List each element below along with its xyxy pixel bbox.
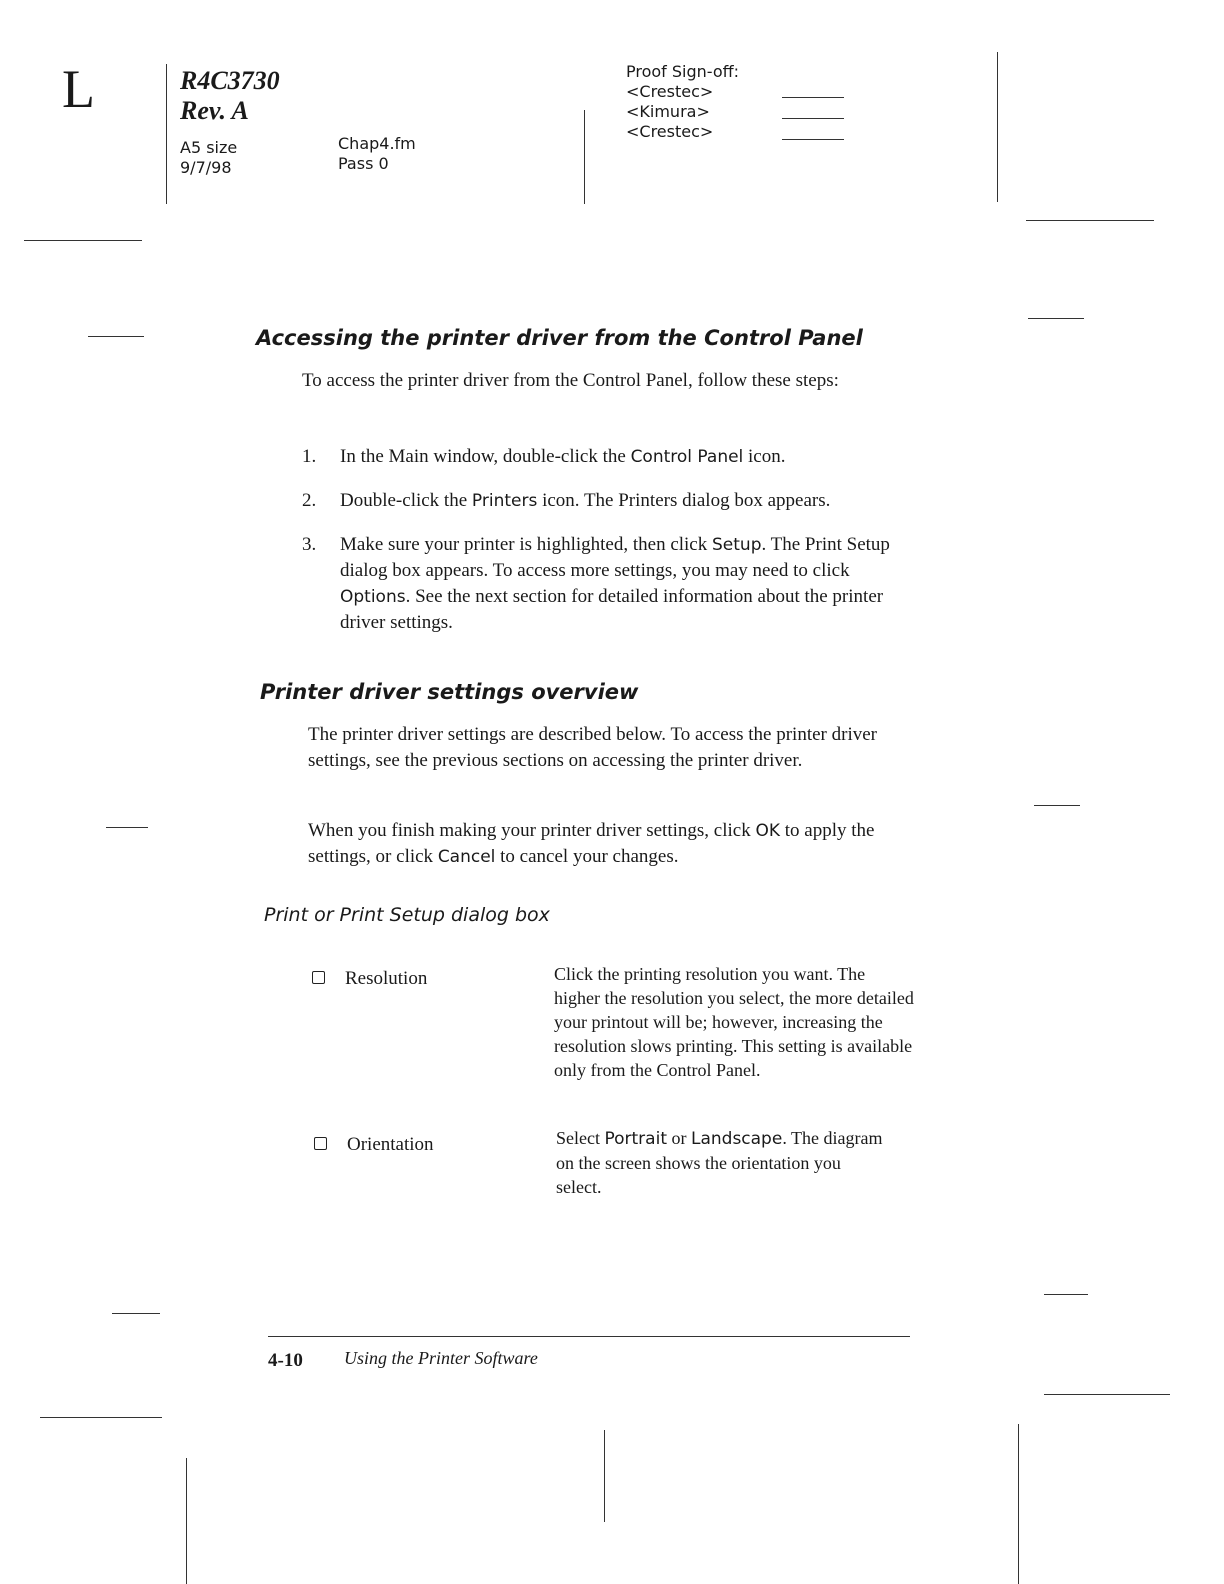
checkbox-bullet-icon [312,971,325,984]
overview-para-2 [308,818,902,870]
desc-text: or [666,1128,691,1148]
step-number: 2. [302,490,317,511]
desc-text: . The diagram on the screen shows the orientation you select. [556,1128,883,1197]
file-name: Chap4.fm [338,134,416,153]
chapter-title: Using the Printer Software [344,1348,538,1368]
trim-mark [88,336,144,337]
desc-text: Select [556,1128,605,1148]
ok-label: OK [755,821,780,841]
step-2 [302,488,902,514]
signoff-1: <Crestec> [626,82,714,101]
steps-list [302,444,902,654]
setting-term: Orientation [347,1134,434,1155]
page-number: 4-10 [268,1350,303,1371]
control-panel-label: Control Panel [630,447,744,467]
landscape-label: Landscape [690,1129,783,1149]
portrait-label: Portrait [604,1129,667,1149]
trim-mark [186,1458,187,1584]
dialog-subheading: Print or Print Setup dialog box [264,904,550,926]
setting-resolution-desc: Click the printing resolution you want. The higher the resolution you select, the more detailed your printout will be; however, increasing the resolution slows printing. This setting is available only from the Control Panel. [554,964,914,1080]
proof-signoff [626,62,739,142]
trim-mark [112,1313,160,1314]
trim-mark [1026,220,1154,221]
step-3 [302,532,902,636]
step-text: Make sure your printer is highlighted, then click [340,534,712,555]
trim-mark [40,1417,162,1418]
proof-divider [584,110,585,204]
proof-label: Proof Sign-off: [626,62,740,81]
signoff-line-2 [782,118,844,119]
cancel-label: Cancel [437,847,496,867]
trim-mark [1028,318,1084,319]
paper-size: A5 size [180,138,238,157]
step-1 [302,444,902,470]
step-text: . See the next section for detailed information about the printer driver settings. [340,586,884,633]
footer-rule [268,1336,910,1337]
trim-mark [1018,1424,1019,1584]
para-text: When you finish making your printer driver settings, click [308,820,756,841]
overview-para-1: The printer driver settings are described below. To access the printer driver settings, see the previous sections on accessing the printer driver. [308,724,877,771]
trim-mark [1044,1294,1088,1295]
para-text: to apply the settings, or click [308,820,875,867]
para-text: to cancel your changes. [495,846,679,867]
trim-mark [1034,805,1080,806]
setting-resolution [312,968,427,990]
setting-orientation [314,1134,434,1156]
trim-mark [24,240,142,241]
step-text: In the Main window, double-click the [340,446,631,467]
step-text: . The Print Setup dialog box appears. To access more settings, you may need to click [340,534,890,581]
checkbox-bullet-icon [314,1137,327,1150]
right-margin-rule [997,52,998,202]
step-number: 1. [302,446,317,467]
product-code [180,66,280,126]
trim-mark [604,1430,605,1522]
side-marker: L [62,59,95,119]
step-text: icon. The Printers dialog box appears. [537,490,831,511]
header-divider [166,64,167,204]
signoff-line-3 [782,139,844,140]
step-text: Double-click the [340,490,472,511]
pass-number: Pass 0 [338,154,389,173]
options-label: Options [340,587,406,607]
section-heading-overview: Printer driver settings overview [260,680,639,704]
doc-date: 9/7/98 [180,158,232,177]
section-heading-control-panel: Accessing the printer driver from the Control Panel [256,326,863,350]
section1-intro: To access the printer driver from the Control Panel, follow these steps: [302,370,839,391]
trim-mark [1044,1394,1170,1395]
signoff-2: <Kimura> [626,102,710,121]
step-text: icon. [743,446,786,467]
trim-mark [106,827,148,828]
signoff-line-1 [782,97,844,98]
signoff-3: <Crestec> [626,122,714,141]
product-code-text: R4C3730 [180,66,280,95]
printers-label: Printers [471,491,538,511]
step-number: 3. [302,534,317,555]
setting-orientation-desc [556,1126,886,1199]
setup-label: Setup [712,535,762,555]
setting-term: Resolution [345,968,428,989]
revision-text: Rev. A [180,96,249,125]
